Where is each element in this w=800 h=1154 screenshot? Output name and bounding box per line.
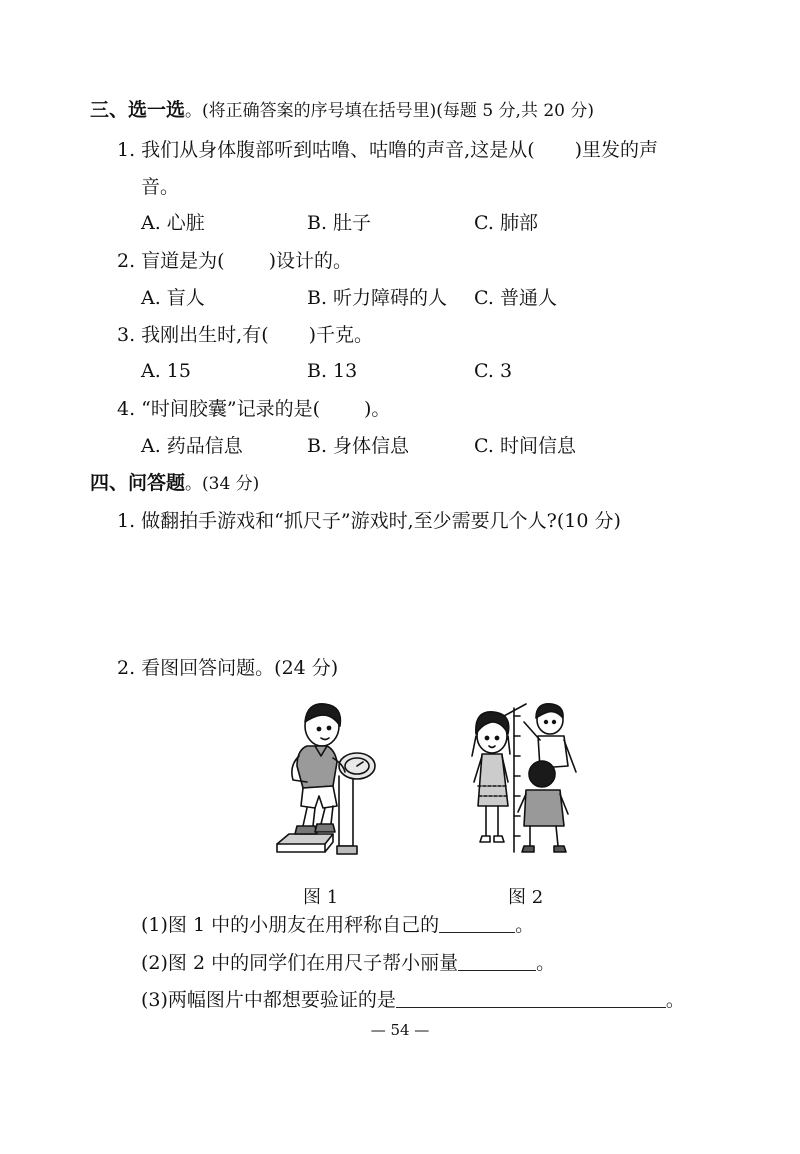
q1-text3: 音。 (141, 176, 180, 198)
q4-line (117, 396, 390, 422)
q1-text2: )里发的声 (574, 139, 659, 161)
sub1-prefix: (1)图 1 中的小朋友在用秤称自己的 (141, 914, 440, 936)
s4-q1: 1. 做翻拍手游戏和“抓尺子”游戏时,至少需要几个人?(10 分) (117, 510, 621, 532)
sub1-line (141, 912, 534, 938)
q2-option-b: B. 听力障碍的人 (307, 287, 448, 309)
q4-option-b: B. 身体信息 (307, 435, 410, 457)
q4-text1: 4. “时间胶囊”记录的是( (117, 398, 321, 420)
q2-text2: )设计的。 (268, 250, 353, 272)
q1-option-b: B. 肚子 (307, 212, 372, 234)
q4-option-a: A. 药品信息 (141, 435, 243, 457)
sub3-prefix: (3)两幅图片中都想要验证的是 (141, 989, 396, 1011)
figure2-caption: 图 2 (508, 887, 544, 908)
section3-heading (90, 97, 594, 124)
q3-line (117, 322, 373, 348)
sub1-answer-blank[interactable] (439, 914, 515, 933)
q2-option-a: A. 盲人 (141, 287, 205, 309)
q4-option-c: C. 时间信息 (474, 435, 576, 457)
q3-option-c: C. 3 (474, 360, 513, 382)
q1-option-c: C. 肺部 (474, 212, 538, 234)
sub3-answer-blank[interactable] (396, 989, 666, 1008)
sub2-suffix: 。 (536, 952, 556, 974)
q3-option-a: A. 15 (141, 360, 191, 382)
page-number: — 54 — (370, 1021, 430, 1039)
sub2-prefix: (2)图 2 中的同学们在用尺子帮小丽量 (141, 952, 459, 974)
section4-heading (90, 470, 259, 497)
q3-option-b: B. 13 (307, 360, 358, 382)
q2-text1: 2. 盲道是为( (117, 250, 225, 272)
sub3-line (141, 987, 685, 1013)
q1-text1: 1. 我们从身体腹部听到咕噜、咕噜的声音,这是从( (117, 139, 535, 161)
sub1-suffix: 。 (515, 914, 535, 936)
sub2-answer-blank[interactable] (458, 952, 536, 971)
q4-text2: )。 (364, 398, 391, 420)
section3-note: 。(将正确答案的序号填在括号里)(每题 5 分,共 20 分) (185, 101, 595, 121)
figure2-measuring-height (464, 696, 584, 862)
q2-line (117, 248, 352, 274)
sub2-line (141, 950, 555, 976)
q1-line1 (117, 137, 658, 163)
figure1-caption: 图 1 (303, 887, 339, 908)
section4-title: 四、问答题 (90, 472, 186, 494)
section4-note: 。(34 分) (185, 474, 260, 494)
q2-option-c: C. 普通人 (474, 287, 557, 309)
section3-title: 三、选一选 (90, 99, 186, 121)
q3-text2: )千克。 (308, 324, 374, 346)
q3-text1: 3. 我刚出生时,有( (117, 324, 269, 346)
q1-option-a: A. 心脏 (141, 212, 205, 234)
s4-q2: 2. 看图回答问题。(24 分) (117, 657, 339, 679)
sub3-suffix: 。 (665, 989, 685, 1011)
figure1-child-on-scale (267, 696, 381, 862)
